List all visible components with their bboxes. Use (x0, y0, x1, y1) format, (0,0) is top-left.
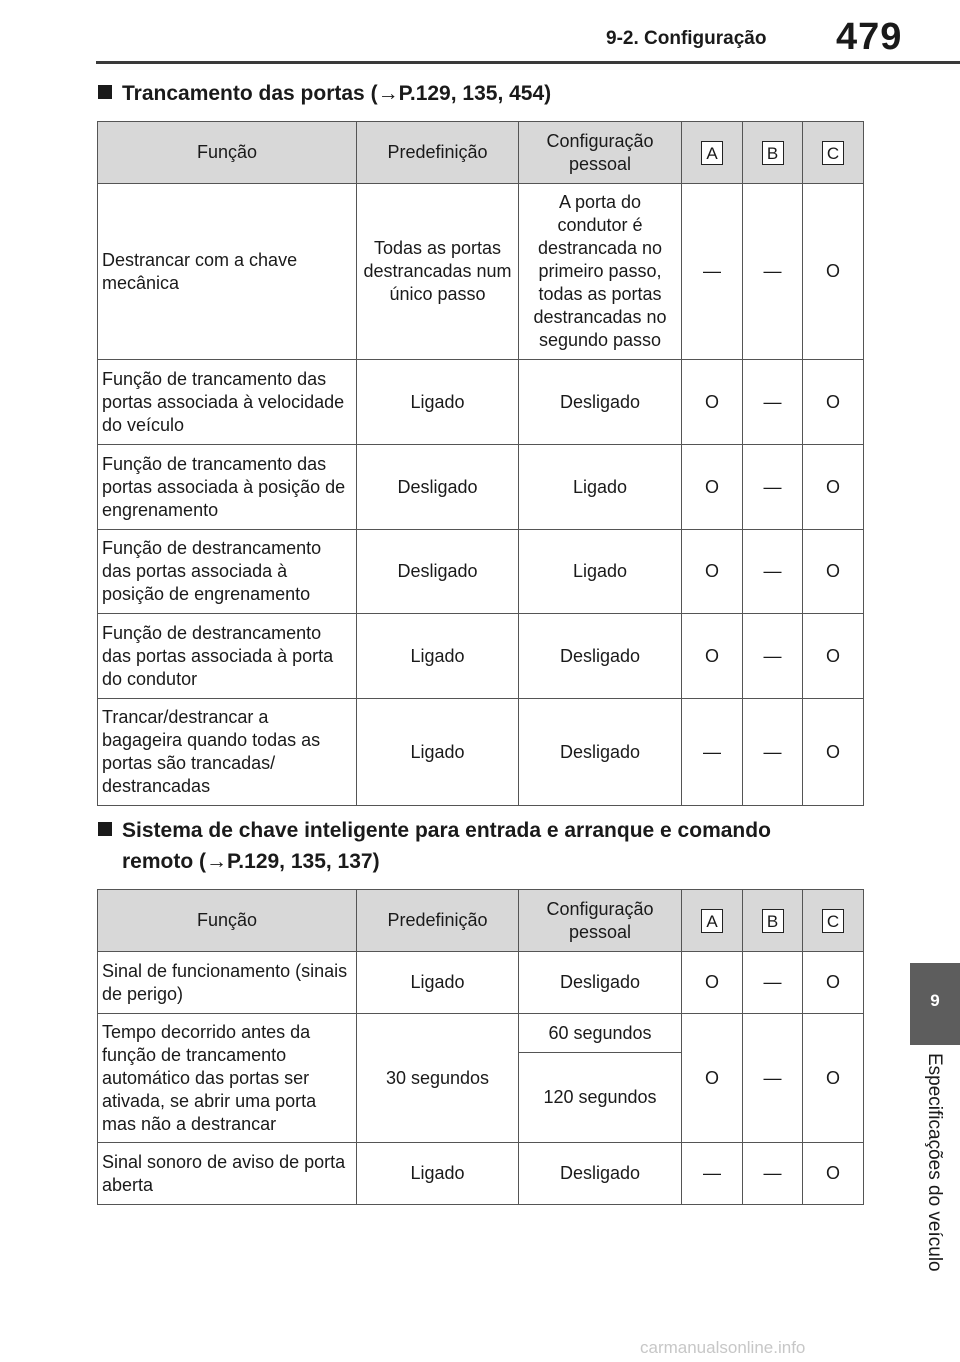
section-heading-smart-key (98, 815, 771, 877)
chapter-tab (910, 963, 960, 1045)
col-header-config: Configuração pessoal (519, 890, 682, 952)
cell-c: O (803, 1143, 864, 1205)
col-header-funcao: Função (98, 890, 357, 952)
cell-predefinicao: Ligado (357, 952, 519, 1014)
cell-config-alt: 120 segundos (519, 1053, 682, 1143)
cell-funcao: Trancar/destrancar a bagageira quando todas as portas são trancadas/ destrancadas (98, 699, 357, 806)
cell-funcao: Função de trancamento das portas associada à posição de engrenamento (98, 445, 357, 530)
cell-b: — (743, 445, 803, 530)
cell-config: A porta do condutor é destrancada no primeiro passo, todas as portas destrancadas no segundo passo (519, 184, 682, 360)
cell-a: O (682, 952, 743, 1014)
col-header-b (743, 122, 803, 184)
section-title: 9-2. Configuração (606, 28, 767, 49)
square-bullet-icon (98, 85, 112, 99)
cell-a: O (682, 360, 743, 445)
cell-c: O (803, 184, 864, 360)
cell-predefinicao: Ligado (357, 699, 519, 806)
col-header-c (803, 890, 864, 952)
cell-funcao: Sinal de funcionamento (sinais de perigo) (98, 952, 357, 1014)
cell-a: O (682, 614, 743, 699)
chapter-number: 9 (930, 991, 940, 1010)
col-header-a (682, 890, 743, 952)
cell-funcao: Sinal sonoro de aviso de porta aberta (98, 1143, 357, 1205)
cell-config: 60 segundos (519, 1014, 682, 1053)
chapter-label (910, 1053, 960, 1323)
heading-text: Trancamento das portas (→P.129, 135, 454) (122, 82, 552, 105)
cell-funcao: Destrancar com a chave mecânica (98, 184, 357, 360)
page-number: 479 (836, 16, 903, 58)
cell-config: Desligado (519, 952, 682, 1014)
label-c-box: C (822, 141, 844, 165)
cell-config: Ligado (519, 530, 682, 614)
cell-b: — (743, 952, 803, 1014)
col-header-predefinicao: Predefinição (357, 890, 519, 952)
cell-a: O (682, 530, 743, 614)
chapter-title: Especificações do veículo (924, 1053, 945, 1272)
cell-c: O (803, 952, 864, 1014)
cell-predefinicao: Todas as portas destrancadas num único passo (357, 184, 519, 360)
table-header-row (98, 890, 864, 952)
heading-text-line2: remoto (→P.129, 135, 137) (122, 850, 380, 873)
table-row (98, 530, 864, 614)
table-row (98, 699, 864, 806)
cell-c: O (803, 530, 864, 614)
cell-b: — (743, 184, 803, 360)
watermark: carmanualsonline.info (640, 1338, 806, 1357)
cell-config: Desligado (519, 360, 682, 445)
cell-a: O (682, 1014, 743, 1143)
square-bullet-icon (98, 822, 112, 836)
label-a-box: A (701, 909, 723, 933)
table-row (98, 1014, 864, 1053)
cell-config: Desligado (519, 614, 682, 699)
col-header-b (743, 890, 803, 952)
label-a-box: A (701, 141, 723, 165)
cell-config: Ligado (519, 445, 682, 530)
section-heading-door-locking (98, 78, 551, 109)
cell-funcao: Função de destrancamento das portas associada à posição de engrenamento (98, 530, 357, 614)
cell-a: — (682, 184, 743, 360)
cell-funcao: Função de destrancamento das portas associada à porta do condutor (98, 614, 357, 699)
table-row (98, 1143, 864, 1205)
cell-a: — (682, 699, 743, 806)
label-b-box: B (762, 909, 784, 933)
cell-config: Desligado (519, 699, 682, 806)
header-rule (96, 61, 960, 64)
cell-config: Desligado (519, 1143, 682, 1205)
cell-b: — (743, 699, 803, 806)
cell-b: — (743, 1143, 803, 1205)
cell-c: O (803, 1014, 864, 1143)
cell-predefinicao: Ligado (357, 614, 519, 699)
col-header-a (682, 122, 743, 184)
table-row (98, 184, 864, 360)
cell-predefinicao: Ligado (357, 360, 519, 445)
cell-c: O (803, 360, 864, 445)
cell-b: — (743, 360, 803, 445)
door-locking-table (97, 121, 864, 806)
cell-b: — (743, 530, 803, 614)
cell-c: O (803, 445, 864, 530)
cell-a: — (682, 1143, 743, 1205)
page-header (0, 0, 960, 68)
col-header-config: Configuração pessoal (519, 122, 682, 184)
table-row (98, 445, 864, 530)
cell-b: — (743, 614, 803, 699)
cell-predefinicao: Ligado (357, 1143, 519, 1205)
smart-key-table (97, 889, 864, 1205)
cell-funcao: Função de trancamento das portas associada à velocidade do veículo (98, 360, 357, 445)
cell-b: — (743, 1014, 803, 1143)
cell-a: O (682, 445, 743, 530)
col-header-funcao: Função (98, 122, 357, 184)
col-header-c (803, 122, 864, 184)
table-row (98, 952, 864, 1014)
cell-predefinicao: Desligado (357, 530, 519, 614)
col-header-predefinicao: Predefinição (357, 122, 519, 184)
heading-text: Sistema de chave inteligente para entrada e arranque e comando (122, 819, 771, 842)
cell-funcao: Tempo decorrido antes da função de trancamento automático das portas ser ativada, se abrir uma porta mas não a destrancar (98, 1014, 357, 1143)
cell-predefinicao: 30 segundos (357, 1014, 519, 1143)
table-row (98, 614, 864, 699)
cell-c: O (803, 614, 864, 699)
table-row (98, 360, 864, 445)
cell-predefinicao: Desligado (357, 445, 519, 530)
cell-c: O (803, 699, 864, 806)
label-b-box: B (762, 141, 784, 165)
label-c-box: C (822, 909, 844, 933)
table-header-row (98, 122, 864, 184)
